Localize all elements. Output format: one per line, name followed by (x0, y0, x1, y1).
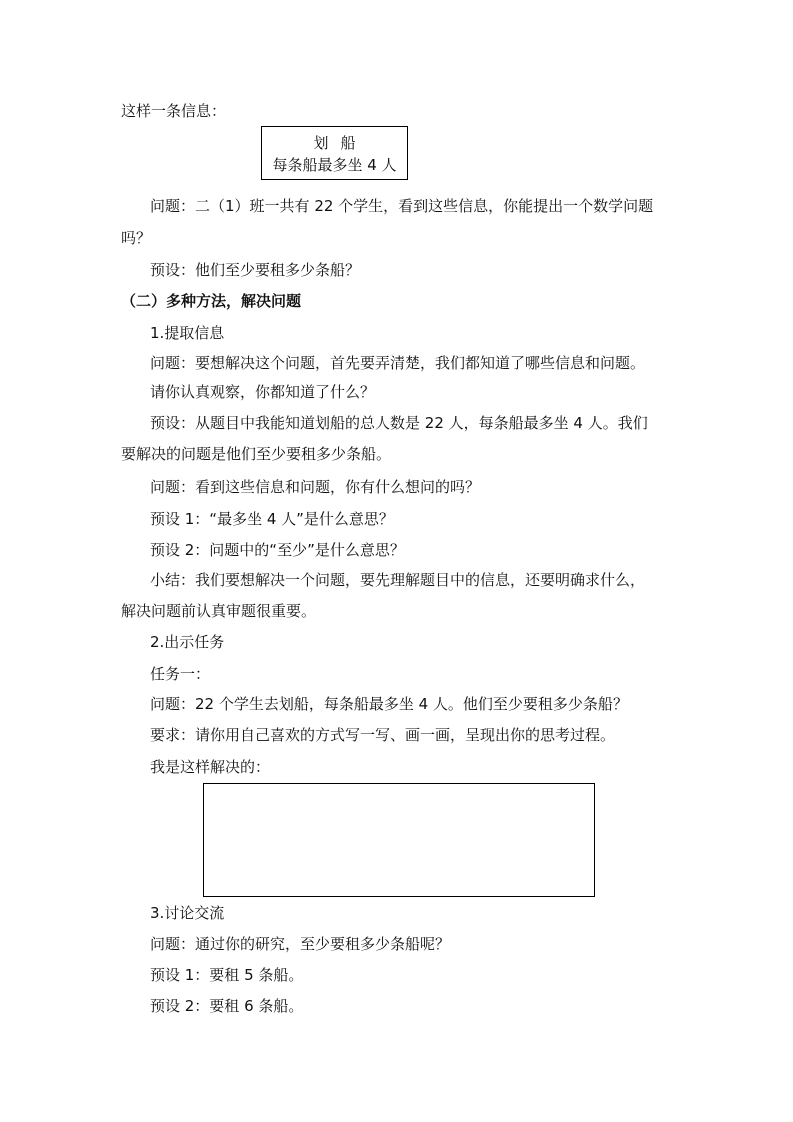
question-1-line-2: 吗？ (121, 229, 152, 247)
preset-0: 预设：他们至少要租多少条船？ (150, 261, 361, 279)
preset-1: 预设 1：“最多坐 4 人”是什么意思？ (150, 510, 394, 528)
intro-text: 这样一条信息： (121, 102, 227, 120)
question-2: 问题：要想解决这个问题，首先要弄清楚，我们都知道了哪些信息和问题。 (150, 354, 646, 372)
question-2b: 请你认真观察，你都知道了什么？ (150, 383, 376, 401)
question-4: 问题：22 个学生去划船，每条船最多坐 4 人。他们至少要租多少条船？ (150, 695, 628, 713)
question-3: 问题：看到这些信息和问题，你有什么想问的吗？ (150, 478, 481, 496)
info-box-title: 划船 (313, 134, 368, 152)
question-5: 问题：通过你的研究，至少要租多少条船呢？ (150, 935, 451, 953)
question-1-line-1: 问题：二（1）班一共有 22 个学生，看到这些信息，你能提出一个数学问题 (150, 197, 654, 215)
answer-preset-1: 预设 1：要租 5 条船。 (150, 966, 304, 984)
answer-preset-2: 预设 2：要租 6 条船。 (150, 997, 304, 1015)
step-3-title: 3.讨论交流 (150, 904, 225, 922)
task-1-label: 任务一： (150, 665, 211, 683)
answer-box (203, 783, 595, 897)
preset-a-line-1: 预设：从题目中我能知道划船的总人数是 22 人，每条船最多坐 4 人。我们 (150, 414, 648, 432)
solve-label: 我是这样解决的： (150, 758, 271, 776)
info-box (261, 126, 408, 180)
step-2-title: 2.出示任务 (150, 633, 225, 651)
summary-line-2: 解决问题前认真审题很重要。 (121, 602, 317, 620)
requirement: 要求：请你用自己喜欢的方式写一写、画一画，呈现出你的思考过程。 (150, 726, 616, 744)
step-1-title: 1.提取信息 (150, 324, 225, 342)
section-2-heading: （二）多种方法，解决问题 (121, 292, 302, 310)
summary-line-1: 小结：我们要想解决一个问题，要先理解题目中的信息，还要明确求什么， (150, 571, 646, 589)
info-box-rule: 每条船最多坐 4 人 (272, 156, 397, 174)
preset-2: 预设 2：问题中的“至少”是什么意思？ (150, 541, 405, 559)
preset-a-line-2: 要解决的问题是他们至少要租多少条船。 (121, 445, 392, 463)
